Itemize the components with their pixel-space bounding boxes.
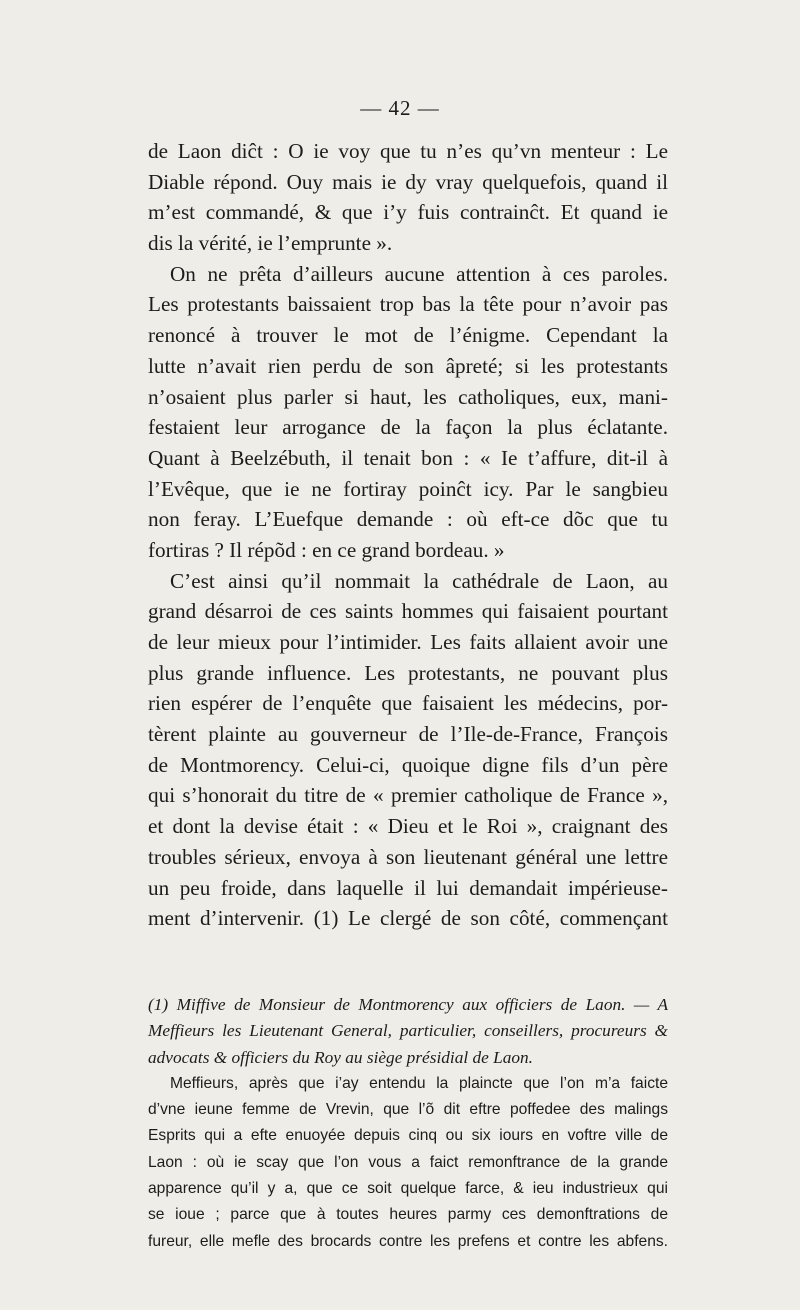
text-line: On ne prêta d’ailleurs aucune attention à ces paroles. (170, 261, 668, 286)
text-line: et dont la devise était : « Dieu et le Roi », craignant des (148, 814, 668, 839)
text-line: rien espérer de l’enquête que faisaient les médecins, por- (148, 691, 668, 716)
text-line: plus grande influence. Les protestants, ne pouvant plus (148, 660, 668, 685)
text-line: Diable répond. Ouy mais ie dy vray quelquefois, quand il (148, 169, 668, 194)
footnote-line: Esprits qui a efte enuoyée depuis cinq ou six iours en voftre ville de (148, 1127, 668, 1145)
text-line: renoncé à trouver le mot de l’énigme. Cependant la (148, 323, 668, 348)
footnote-line: se ioue ; parce que à toutes heures parmy ces demonftrations de (148, 1206, 668, 1224)
text-line: festaient leur arrogance de la façon la plus éclatante. (148, 415, 668, 440)
text-line: troubles sérieux, envoya à son lieutenant général une lettre (148, 844, 668, 869)
text-line: mʼest commandé, & que i’y fuis contrainĉt. Et quand ie (148, 200, 668, 225)
text-line: grand désarroi de ces saints hommes qui faisaient pourtant (148, 599, 668, 624)
text-line: qui s’honorait du titre de « premier catholique de France », (148, 783, 668, 808)
footnote-title-line: Meffieurs les Lieutenant General, particulier, conseillers, procureurs & (148, 1021, 668, 1041)
footnote-line: d’vne ieune femme de Vrevin, que l’õ dit eftre poffedee des malings (148, 1101, 668, 1119)
text-line: lutte n’avait rien perdu de son âpreté; si les protestants (148, 353, 668, 378)
page-number: — 42 — (360, 96, 440, 120)
footnote-line: Meffieurs, après que i’ay entendu la plaincte que l’on m’a faicte (170, 1074, 668, 1092)
footnote-line: fureur, elle mefle des brocards contre les prefens et contre les abfens. (148, 1232, 668, 1250)
text-line: ment dʼintervenir. (1) Le clergé de son côté, commençant (148, 906, 668, 931)
text-line: C’est ainsi qu’il nommait la cathédrale de Laon, au (170, 568, 668, 593)
text-line: de leur mieux pour l’intimider. Les faits allaient avoir une (148, 630, 668, 654)
footnote-title-line: advocats & officiers du Roy au siège présidial de Laon. (148, 1047, 533, 1067)
text-line: non feray. L’Euefque demande : où eft-ce dõc que tu (148, 507, 668, 532)
text-line: l’Evêque, que ie ne fortiray poinĉt icy. Par le sangbieu (148, 476, 668, 501)
text-line: un peu froide, dans laquelle il lui demandait impérieuse- (148, 875, 668, 900)
text-line: de Montmorency. Celui-ci, quoique digne fils d’un père (148, 752, 668, 777)
text-line: fortiras ? Il répõd : en ce grand bordeau. » (148, 537, 505, 562)
footnote-title-line: (1) Miffive de Monsieur de Montmorency aux officiers de Laon. — A (148, 995, 668, 1014)
text-line: n’osaient plus parler si haut, les catholiques, eux, mani- (148, 384, 668, 409)
main-text (148, 136, 668, 934)
footnote-line: apparence qu’il y a, que ce soit quelque farce, & ieu industrieux qui (148, 1180, 668, 1198)
footnote-line: Laon : où ie scay que l’on vous a faict remonftrance de la grande (148, 1153, 668, 1171)
text-line: tèrent plainte au gouverneur de l’Ile-de-France, François (148, 722, 668, 747)
footnote (148, 992, 668, 1255)
text-line: Quant à Beelzébuth, il tenait bon : « Ie t’affure, dit-il à (148, 445, 668, 470)
text-line: dis la vérité, ie l’emprunte ». (148, 231, 393, 256)
text-line: de Laon diĉt : O ie voy que tu n’es quʼvn menteur : Le (148, 139, 668, 163)
text-line: Les protestants baissaient trop bas la tête pour nʼavoir pas (148, 292, 668, 317)
